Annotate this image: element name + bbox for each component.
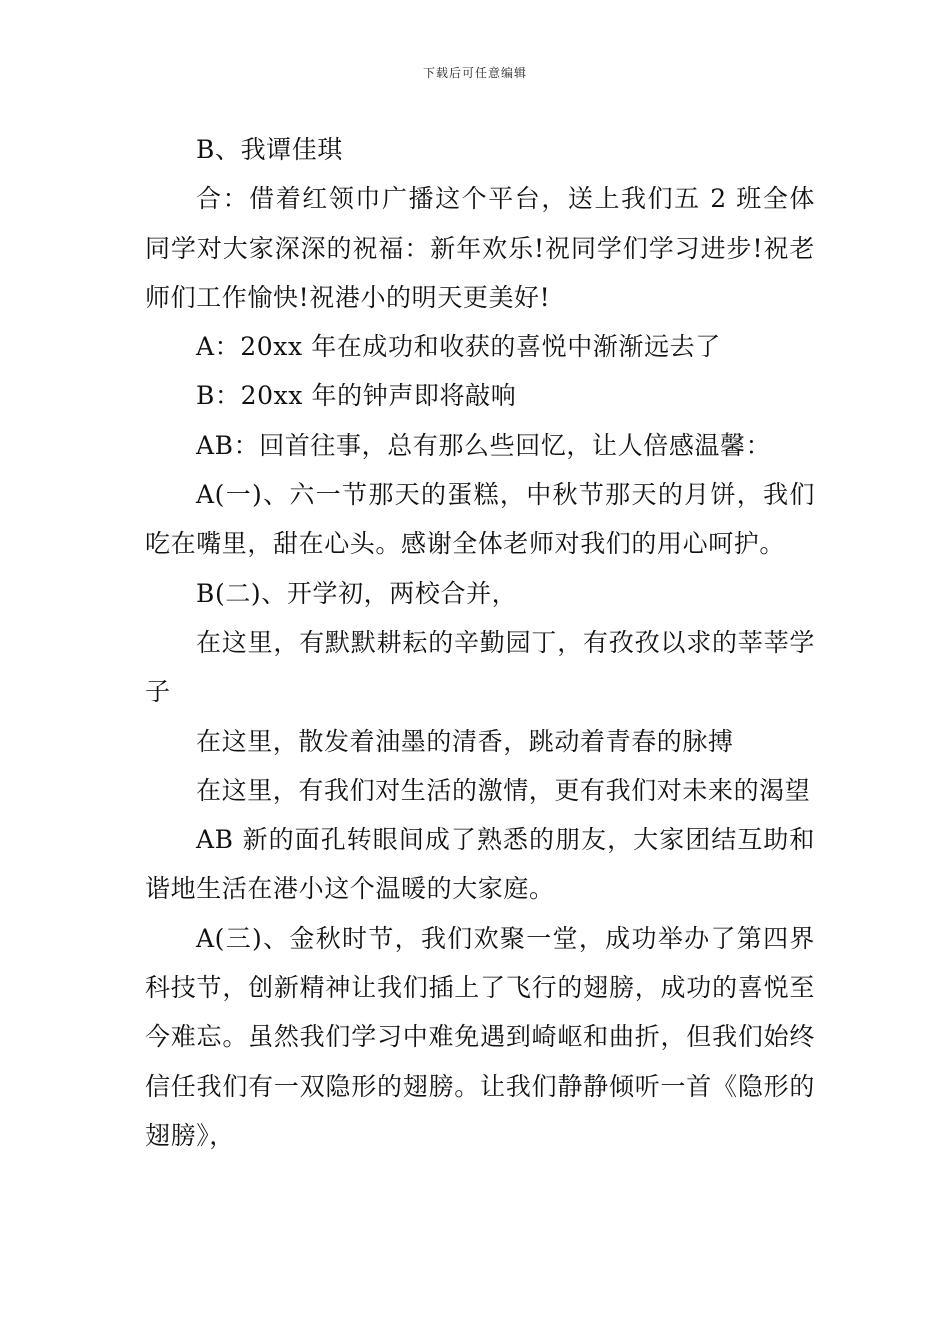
paragraph: 在这里，有我们对生活的激情，更有我们对未来的渴望 [196, 775, 811, 805]
paragraph: AB 新的面孔转眼间成了熟悉的朋友，大家团结互助和谐地生活在港小这个温暖的大家庭。 [145, 825, 815, 904]
paragraph: 在这里，散发着油墨的清香，跳动着青春的脉搏 [196, 726, 734, 756]
paragraph: B：20xx 年的钟声即将敲响 [196, 381, 517, 411]
paragraph: 在这里，有默默耕耘的辛勤园丁，有孜孜以求的莘莘学子 [145, 627, 815, 707]
paragraph: A(三)、金秋时节，我们欢聚一堂，成功举办了第四界科技节，创新精神让我们插上了飞行的翅膀，成功的喜悦至今难忘。虽然我们学习中难免遇到崎岖和曲折，但我们始终信任我们有一双隐形的翅膀。让我们静静倾听一首《隐形的翅膀》， [145, 923, 815, 1150]
paragraph: B(二)、开学初，两校合并， [196, 578, 518, 608]
paragraph: A(一)、六一节那天的蛋糕，中秋节那天的月饼，我们吃在嘴里，甜在心头。感谢全体老师对我们的用心呵护。 [145, 480, 815, 559]
header-note: 下载后可任意编辑 [422, 66, 527, 80]
paragraph: 合：借着红领巾广播这个平台，送上我们五 2 班全体同学对大家深深的祝福：新年欢乐!祝同学们学习进步!祝老师们工作愉快!祝港小的明天更美好! [145, 184, 815, 312]
paragraph: A：20xx 年在成功和收获的喜悦中渐渐远去了 [196, 332, 721, 362]
paragraph: B、我谭佳琪 [196, 135, 343, 164]
paragraph: AB：回首往事，总有那么些回忆，让人倍感温馨： [196, 430, 772, 460]
document-body [145, 125, 815, 1160]
